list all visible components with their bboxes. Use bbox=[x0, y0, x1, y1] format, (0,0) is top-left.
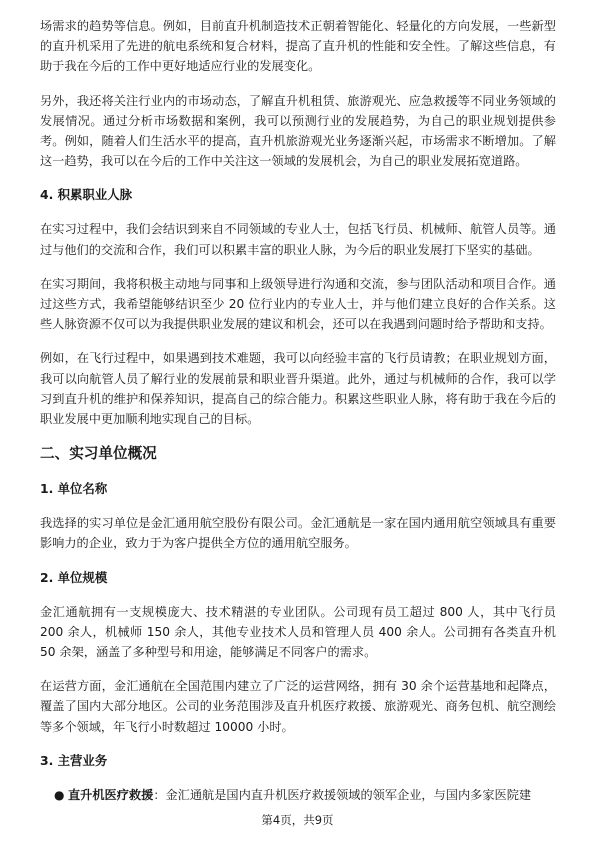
paragraph: 我选择的实习单位是金汇通用航空股份有限公司。金汇通航是一家在国内通用航空领域具有重要影响力的企业，致力于为客户提供全方位的通用航空服务。 bbox=[40, 516, 556, 551]
section-heading: 2. 单位规模 bbox=[40, 569, 108, 585]
list-item bbox=[54, 785, 556, 805]
list-item-body: ：金汇通航是国内直升机医疗救援领域的领军企业，与国内多家医院建 bbox=[153, 787, 532, 802]
document-body bbox=[40, 16, 556, 805]
chapter-heading: 二、实习单位概况 bbox=[40, 445, 157, 463]
bullet-icon: ● bbox=[54, 787, 65, 802]
section-heading: 3. 主营业务 bbox=[40, 752, 108, 768]
list-item-title: 直升机医疗救援 bbox=[68, 787, 154, 802]
paragraph: 场需求的趋势等信息。例如，目前直升机制造技术正朝着智能化、轻量化的方向发展，一些新型的直升机采用了先进的航电系统和复合材料，提高了直升机的性能和安全性。了解这些信息，有助于我在今后的工作中更好地适应行业的发展变化。 bbox=[40, 19, 556, 74]
paragraph: 在实习期间，我将积极主动地与同事和上级领导进行沟通和交流，参与团队活动和项目合作。通过这些方式，我希望能够结识至少 20 位行业内的专业人士，并与他们建立良好的合作关系。这些人脉资源不仅可以为我提供职业发展的建议和机会，还可以在我遇到问题时给予帮助和支持。 bbox=[40, 276, 556, 332]
section-heading: 4. 积累职业人脉 bbox=[40, 187, 132, 203]
paragraph: 另外，我还将关注行业内的市场动态，了解直升机租赁、旅游观光、应急救援等不同业务领域的发展情况。通过分析市场数据和案例，我可以预测行业的发展趋势，为自己的职业规划提供参考。例如，随着人们生活水平的提高，直升机旅游观光业务逐渐兴起，市场需求不断增加。了解这一趋势，我可以在今后的工作中关注这一领域的发展机会，为自己的职业发展拓宽道路。 bbox=[40, 93, 556, 169]
section-heading: 1. 单位名称 bbox=[40, 481, 108, 497]
paragraph: 在运营方面，金汇通航在全国范围内建立了广泛的运营网络，拥有 30 余个运营基地和起降点，覆盖了国内大部分地区。公司的业务范围涉及直升机医疗救援、旅游观光、商务包机、航空测绘等多个领域，年飞行小时数超过 10000 小时。 bbox=[40, 679, 556, 734]
paragraph: 在实习过程中，我们会结识到来自不同领域的专业人士，包括飞行员、机械师、航管人员等。通过与他们的交流和合作，我们可以积累丰富的职业人脉，为今后的职业发展打下坚实的基础。 bbox=[40, 222, 556, 257]
paragraph: 金汇通航拥有一支规模庞大、技术精湛的专业团队。公司现有员工超过 800 人，其中飞行员 200 余人，机械师 150 余人，其他专业技术人员和管理人员 400 余人。公司拥有各类直升机 50 余架，涵盖了多种型号和用途，能够满足不同客户的需求。 bbox=[40, 604, 556, 660]
paragraph: 例如，在飞行过程中，如果遇到技术难题，我可以向经验丰富的飞行员请教；在职业规划方面，我可以向航管人员了解行业的发展前景和职业晋升渠道。此外，通过与机械师的合作，我可以学习到直升机的维护和保养知识，提高自己的综合能力。积累这些职业人脉，将有助于我在今后的职业发展中更加顺利地实现自己的目标。 bbox=[40, 351, 556, 427]
list-item-text bbox=[68, 785, 531, 805]
page-footer: 第4页，共9页 bbox=[261, 813, 334, 827]
